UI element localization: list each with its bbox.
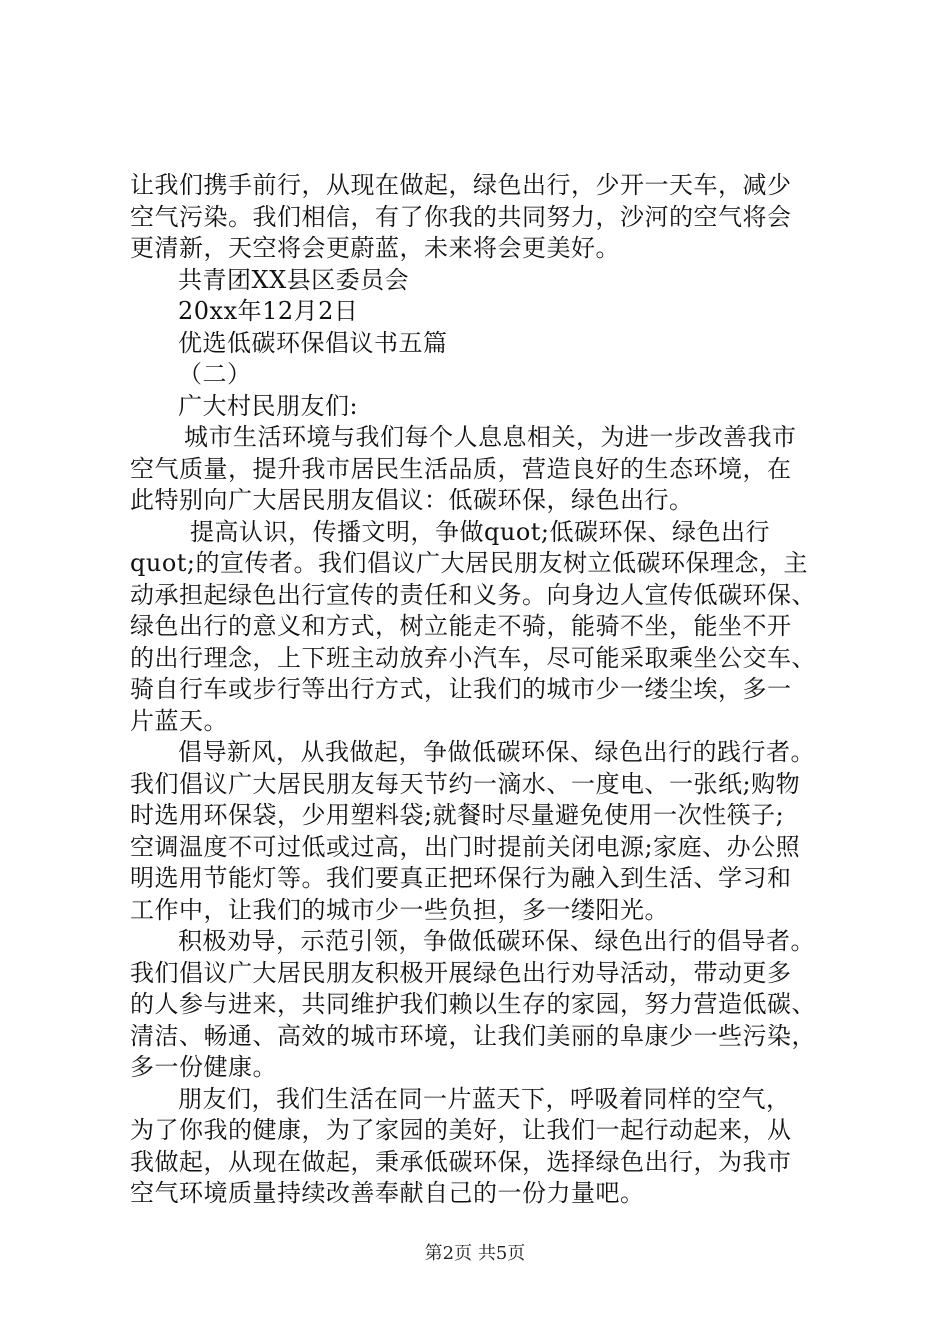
- paragraph-line: 空气质量，提升我市居民生活品质，营造良好的生态环境，在: [130, 454, 792, 483]
- paragraph-line: 让我们携手前行，从现在做起，绿色出行，少开一天车，减少: [130, 171, 792, 199]
- paragraph-line: 的人参与进来，共同维护我们赖以生存的家园，努力营造低碳、: [130, 990, 816, 1018]
- paragraph-line: 空调温度不可过低或过高，出门时提前关闭电源;家庭、办公照: [130, 832, 801, 861]
- paragraph-line: 骑自行车或步行等出行方式，让我们的城市少一缕尘埃，多一: [130, 675, 792, 703]
- paragraph-line: 倡导新风，从我做起，争做低碳环保、绿色出行的践行者。: [178, 738, 815, 766]
- signature-date: 20xx年12月2日: [178, 297, 359, 325]
- paragraph-line: 绿色出行的意义和方式，树立能走不骑，能骑不坐，能坐不开: [130, 612, 792, 640]
- paragraph-line: 工作中，让我们的城市少一些负担，多一缕阳光。: [130, 895, 669, 924]
- paragraph-line: 清洁、畅通、高效的城市环境，让我们美丽的阜康少一些污染，: [130, 1021, 816, 1050]
- paragraph-line: 此特别向广大居民朋友倡议：低碳环保，绿色出行。: [130, 486, 694, 514]
- page-footer: [0, 1242, 950, 1266]
- paragraph-line: 的出行理念，上下班主动放弃小汽车，尽可能采取乘坐公交车、: [130, 643, 816, 672]
- signature-organization: 共青团XX县区委员会: [178, 265, 410, 294]
- paragraph-line: 为了你我的健康，为了家园的美好，让我们一起行动起来，从: [130, 1116, 792, 1144]
- paragraph-line: 更清新，天空将会更蔚蓝，未来将会更美好。: [130, 234, 620, 262]
- paragraph-line: 我们倡议广大居民朋友每天节约一滴水、一度电、一张纸;购物: [130, 769, 801, 798]
- paragraph-line: 我做起，从现在做起，秉承低碳环保，选择绿色出行，为我市: [130, 1147, 792, 1176]
- paragraph-line: 多一份健康。: [130, 1053, 277, 1081]
- paragraph-line: 片蓝天。: [130, 706, 228, 735]
- paragraph-line: 明选用节能灯等。我们要真正把环保行为融入到生活、学习和: [130, 864, 792, 892]
- paragraph-line: 朋友们，我们生活在同一片蓝天下，呼吸着同样的空气，: [178, 1084, 791, 1113]
- paragraph-line: 空气污染。我们相信，有了你我的共同努力，沙河的空气将会: [130, 202, 792, 231]
- paragraph-line: 积极劝导，示范引领，争做低碳环保、绿色出行的倡导者。: [178, 927, 815, 955]
- paragraph-line: 我们倡议广大居民朋友积极开展绿色出行劝导活动，带动更多: [130, 958, 792, 987]
- paragraph-line: 提高认识，传播文明，争做quot;低碳环保、绿色出行: [190, 517, 770, 546]
- paragraph-line: 动承担起绿色出行宣传的责任和义务。向身边人宣传低碳环保、: [130, 580, 816, 609]
- paragraph-line: 时选用环保袋，少用塑料袋;就餐时尽量避免使用一次性筷子;: [130, 801, 785, 829]
- paragraph-line: quot;的宣传者。我们倡议广大居民朋友树立低碳环保理念，主: [130, 549, 808, 577]
- section-title: 优选低碳环保倡议书五篇: [178, 328, 448, 357]
- section-number: （二）: [178, 360, 252, 388]
- page-number-label: 第2页 共5页: [424, 1243, 526, 1264]
- paragraph-line: 城市生活环境与我们每个人息息相关，为进一步改善我市: [184, 423, 797, 451]
- paragraph-line: 空气环境质量持续改善奉献自己的一份力量吧。: [130, 1179, 645, 1207]
- document-body: [130, 170, 830, 1210]
- salutation: 广大村民朋友们:: [178, 391, 359, 420]
